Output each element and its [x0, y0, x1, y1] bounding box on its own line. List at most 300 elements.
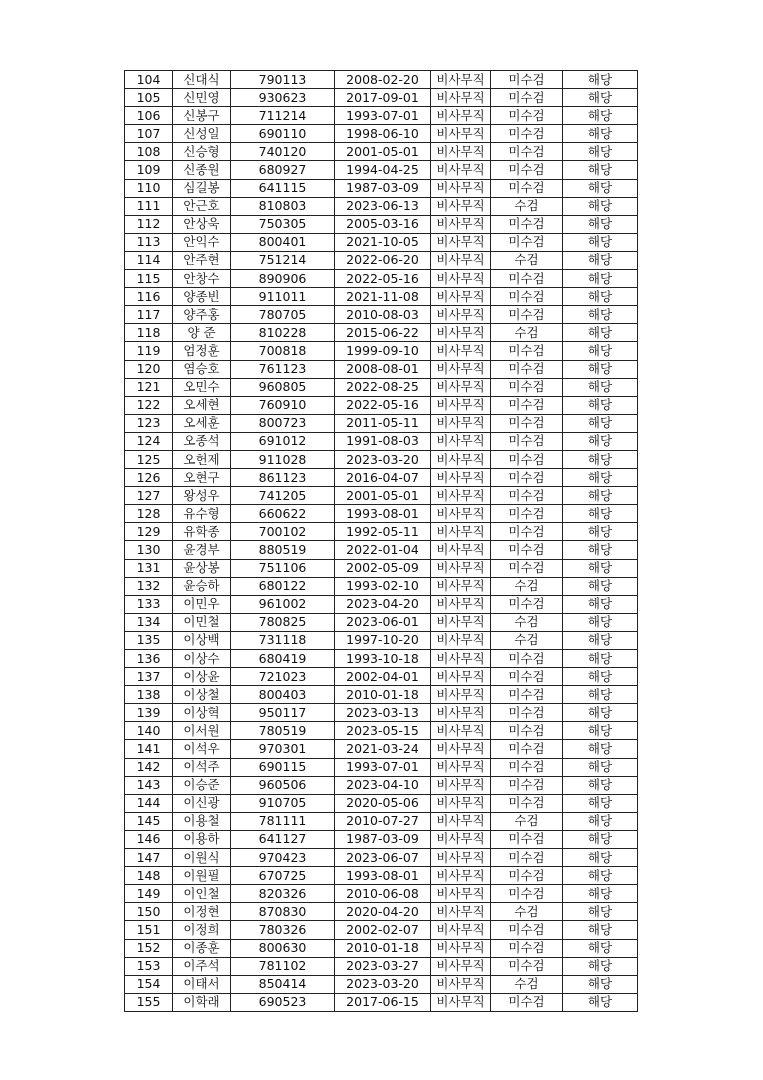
birth-cell: 800723 — [231, 414, 335, 432]
job-type-cell: 비사무직 — [431, 921, 491, 939]
birth-cell: 810228 — [231, 324, 335, 342]
applicable-cell: 해당 — [563, 975, 638, 993]
applicable-cell: 해당 — [563, 505, 638, 523]
applicable-cell: 해당 — [563, 595, 638, 613]
row-number-cell: 120 — [125, 360, 173, 378]
applicable-cell: 해당 — [563, 939, 638, 957]
table-row — [125, 686, 638, 704]
row-number-cell: 114 — [125, 251, 173, 269]
row-number-cell: 107 — [125, 125, 173, 143]
job-type-cell: 비사무직 — [431, 613, 491, 631]
table-row — [125, 161, 638, 179]
name-cell: 이학래 — [173, 993, 231, 1011]
birth-cell: 781111 — [231, 812, 335, 830]
table-row — [125, 939, 638, 957]
date-cell: 2020-04-20 — [335, 903, 431, 921]
inspection-status-cell: 미수검 — [491, 288, 563, 306]
table-row — [125, 794, 638, 812]
table-row — [125, 414, 638, 432]
birth-cell: 800401 — [231, 233, 335, 251]
inspection-status-cell: 미수검 — [491, 125, 563, 143]
name-cell: 이상수 — [173, 650, 231, 668]
birth-cell: 690115 — [231, 758, 335, 776]
row-number-cell: 152 — [125, 939, 173, 957]
name-cell: 오세현 — [173, 396, 231, 414]
applicable-cell: 해당 — [563, 143, 638, 161]
name-cell: 오세훈 — [173, 414, 231, 432]
applicable-cell: 해당 — [563, 161, 638, 179]
table-row — [125, 197, 638, 215]
date-cell: 2023-06-01 — [335, 613, 431, 631]
inspection-status-cell: 미수검 — [491, 143, 563, 161]
row-number-cell: 139 — [125, 704, 173, 722]
table-row — [125, 378, 638, 396]
job-type-cell: 비사무직 — [431, 487, 491, 505]
applicable-cell: 해당 — [563, 830, 638, 848]
name-cell: 신성일 — [173, 125, 231, 143]
inspection-status-cell: 수검 — [491, 903, 563, 921]
job-type-cell: 비사무직 — [431, 107, 491, 125]
date-cell: 2023-04-20 — [335, 595, 431, 613]
inspection-status-cell: 미수검 — [491, 378, 563, 396]
job-type-cell: 비사무직 — [431, 686, 491, 704]
job-type-cell: 비사무직 — [431, 541, 491, 559]
birth-cell: 870830 — [231, 903, 335, 921]
inspection-status-cell: 미수검 — [491, 704, 563, 722]
birth-cell: 880519 — [231, 541, 335, 559]
name-cell: 양주홍 — [173, 306, 231, 324]
applicable-cell: 해당 — [563, 993, 638, 1011]
table-row — [125, 776, 638, 794]
row-number-cell: 142 — [125, 758, 173, 776]
birth-cell: 700818 — [231, 342, 335, 360]
inspection-status-cell: 미수검 — [491, 270, 563, 288]
inspection-status-cell: 미수검 — [491, 740, 563, 758]
name-cell: 오현구 — [173, 469, 231, 487]
job-type-cell: 비사무직 — [431, 758, 491, 776]
name-cell: 이주석 — [173, 957, 231, 975]
table-row — [125, 432, 638, 450]
row-number-cell: 124 — [125, 432, 173, 450]
table-row — [125, 631, 638, 649]
row-number-cell: 153 — [125, 957, 173, 975]
applicable-cell: 해당 — [563, 378, 638, 396]
name-cell: 안근호 — [173, 197, 231, 215]
row-number-cell: 123 — [125, 414, 173, 432]
inspection-status-cell: 미수검 — [491, 469, 563, 487]
date-cell: 1991-08-03 — [335, 432, 431, 450]
name-cell: 오민수 — [173, 378, 231, 396]
inspection-status-cell: 미수검 — [491, 776, 563, 794]
date-cell: 1993-02-10 — [335, 577, 431, 595]
birth-cell: 731118 — [231, 631, 335, 649]
job-type-cell: 비사무직 — [431, 125, 491, 143]
table-row — [125, 812, 638, 830]
birth-cell: 750305 — [231, 215, 335, 233]
applicable-cell: 해당 — [563, 306, 638, 324]
inspection-status-cell: 미수검 — [491, 179, 563, 197]
applicable-cell: 해당 — [563, 288, 638, 306]
date-cell: 2005-03-16 — [335, 215, 431, 233]
row-number-cell: 150 — [125, 903, 173, 921]
name-cell: 엄정훈 — [173, 342, 231, 360]
applicable-cell: 해당 — [563, 559, 638, 577]
birth-cell: 751214 — [231, 251, 335, 269]
name-cell: 이민우 — [173, 595, 231, 613]
applicable-cell: 해당 — [563, 342, 638, 360]
applicable-cell: 해당 — [563, 89, 638, 107]
job-type-cell: 비사무직 — [431, 378, 491, 396]
birth-cell: 910705 — [231, 794, 335, 812]
name-cell: 이원필 — [173, 867, 231, 885]
applicable-cell: 해당 — [563, 613, 638, 631]
birth-cell: 960805 — [231, 378, 335, 396]
row-number-cell: 106 — [125, 107, 173, 125]
job-type-cell: 비사무직 — [431, 631, 491, 649]
date-cell: 2001-05-01 — [335, 487, 431, 505]
name-cell: 이민철 — [173, 613, 231, 631]
birth-cell: 741205 — [231, 487, 335, 505]
name-cell: 양종빈 — [173, 288, 231, 306]
table-row — [125, 233, 638, 251]
applicable-cell: 해당 — [563, 71, 638, 89]
job-type-cell: 비사무직 — [431, 559, 491, 577]
name-cell: 이인철 — [173, 885, 231, 903]
birth-cell: 690523 — [231, 993, 335, 1011]
birth-cell: 690110 — [231, 125, 335, 143]
date-cell: 1987-03-09 — [335, 830, 431, 848]
applicable-cell: 해당 — [563, 541, 638, 559]
name-cell: 심길봉 — [173, 179, 231, 197]
applicable-cell: 해당 — [563, 722, 638, 740]
birth-cell: 890906 — [231, 270, 335, 288]
inspection-status-cell: 미수검 — [491, 559, 563, 577]
date-cell: 2010-01-18 — [335, 939, 431, 957]
date-cell: 2023-03-20 — [335, 450, 431, 468]
applicable-cell: 해당 — [563, 396, 638, 414]
table-row — [125, 613, 638, 631]
name-cell: 이상윤 — [173, 668, 231, 686]
inspection-status-cell: 수검 — [491, 975, 563, 993]
birth-cell: 711214 — [231, 107, 335, 125]
row-number-cell: 121 — [125, 378, 173, 396]
applicable-cell: 해당 — [563, 107, 638, 125]
applicable-cell: 해당 — [563, 631, 638, 649]
name-cell: 이원식 — [173, 849, 231, 867]
job-type-cell: 비사무직 — [431, 975, 491, 993]
row-number-cell: 149 — [125, 885, 173, 903]
birth-cell: 800403 — [231, 686, 335, 704]
name-cell: 이석우 — [173, 740, 231, 758]
birth-cell: 970301 — [231, 740, 335, 758]
applicable-cell: 해당 — [563, 776, 638, 794]
birth-cell: 911011 — [231, 288, 335, 306]
date-cell: 1993-08-01 — [335, 867, 431, 885]
table-row — [125, 396, 638, 414]
inspection-status-cell: 미수검 — [491, 885, 563, 903]
applicable-cell: 해당 — [563, 179, 638, 197]
applicable-cell: 해당 — [563, 469, 638, 487]
date-cell: 2022-08-25 — [335, 378, 431, 396]
name-cell: 이상철 — [173, 686, 231, 704]
inspection-status-cell: 미수검 — [491, 487, 563, 505]
applicable-cell: 해당 — [563, 921, 638, 939]
job-type-cell: 비사무직 — [431, 704, 491, 722]
birth-cell: 751106 — [231, 559, 335, 577]
inspection-status-cell: 미수검 — [491, 396, 563, 414]
date-cell: 2021-03-24 — [335, 740, 431, 758]
inspection-status-cell: 미수검 — [491, 107, 563, 125]
table-row — [125, 722, 638, 740]
table-row — [125, 975, 638, 993]
table-row — [125, 125, 638, 143]
date-cell: 2023-03-20 — [335, 975, 431, 993]
date-cell: 2023-03-27 — [335, 957, 431, 975]
date-cell: 1997-10-20 — [335, 631, 431, 649]
date-cell: 2010-01-18 — [335, 686, 431, 704]
table-row — [125, 450, 638, 468]
name-cell: 양 준 — [173, 324, 231, 342]
birth-cell: 670725 — [231, 867, 335, 885]
row-number-cell: 144 — [125, 794, 173, 812]
row-number-cell: 148 — [125, 867, 173, 885]
date-cell: 2023-06-07 — [335, 849, 431, 867]
birth-cell: 780825 — [231, 613, 335, 631]
birth-cell: 961002 — [231, 595, 335, 613]
birth-cell: 780519 — [231, 722, 335, 740]
birth-cell: 780705 — [231, 306, 335, 324]
job-type-cell: 비사무직 — [431, 270, 491, 288]
inspection-status-cell: 미수검 — [491, 89, 563, 107]
date-cell: 2022-06-20 — [335, 251, 431, 269]
name-cell: 안창수 — [173, 270, 231, 288]
name-cell: 이석주 — [173, 758, 231, 776]
applicable-cell: 해당 — [563, 758, 638, 776]
table-row — [125, 559, 638, 577]
job-type-cell: 비사무직 — [431, 450, 491, 468]
applicable-cell: 해당 — [563, 704, 638, 722]
inspection-status-cell: 미수검 — [491, 939, 563, 957]
applicable-cell: 해당 — [563, 903, 638, 921]
date-cell: 1993-10-18 — [335, 650, 431, 668]
job-type-cell: 비사무직 — [431, 867, 491, 885]
birth-cell: 740120 — [231, 143, 335, 161]
date-cell: 2017-09-01 — [335, 89, 431, 107]
employee-table — [124, 70, 638, 1012]
inspection-status-cell: 수검 — [491, 324, 563, 342]
inspection-status-cell: 미수검 — [491, 342, 563, 360]
table-row — [125, 903, 638, 921]
name-cell: 이용하 — [173, 830, 231, 848]
date-cell: 2017-06-15 — [335, 993, 431, 1011]
applicable-cell: 해당 — [563, 414, 638, 432]
date-cell: 2021-10-05 — [335, 233, 431, 251]
job-type-cell: 비사무직 — [431, 776, 491, 794]
row-number-cell: 116 — [125, 288, 173, 306]
job-type-cell: 비사무직 — [431, 161, 491, 179]
name-cell: 이승준 — [173, 776, 231, 794]
table-row — [125, 71, 638, 89]
row-number-cell: 147 — [125, 849, 173, 867]
birth-cell: 660622 — [231, 505, 335, 523]
applicable-cell: 해당 — [563, 885, 638, 903]
row-number-cell: 105 — [125, 89, 173, 107]
table-row — [125, 541, 638, 559]
name-cell: 염승호 — [173, 360, 231, 378]
birth-cell: 850414 — [231, 975, 335, 993]
name-cell: 윤승하 — [173, 577, 231, 595]
date-cell: 2020-05-06 — [335, 794, 431, 812]
job-type-cell: 비사무직 — [431, 215, 491, 233]
row-number-cell: 118 — [125, 324, 173, 342]
name-cell: 이용철 — [173, 812, 231, 830]
table-row — [125, 595, 638, 613]
inspection-status-cell: 수검 — [491, 812, 563, 830]
job-type-cell: 비사무직 — [431, 849, 491, 867]
name-cell: 안익수 — [173, 233, 231, 251]
job-type-cell: 비사무직 — [431, 505, 491, 523]
inspection-status-cell: 미수검 — [491, 921, 563, 939]
birth-cell: 861123 — [231, 469, 335, 487]
date-cell: 2002-05-09 — [335, 559, 431, 577]
table-row — [125, 270, 638, 288]
inspection-status-cell: 수검 — [491, 251, 563, 269]
job-type-cell: 비사무직 — [431, 903, 491, 921]
date-cell: 2023-03-13 — [335, 704, 431, 722]
name-cell: 이종훈 — [173, 939, 231, 957]
job-type-cell: 비사무직 — [431, 324, 491, 342]
row-number-cell: 138 — [125, 686, 173, 704]
date-cell: 2010-07-27 — [335, 812, 431, 830]
applicable-cell: 해당 — [563, 487, 638, 505]
inspection-status-cell: 미수검 — [491, 668, 563, 686]
inspection-status-cell: 수검 — [491, 613, 563, 631]
birth-cell: 930623 — [231, 89, 335, 107]
row-number-cell: 154 — [125, 975, 173, 993]
applicable-cell: 해당 — [563, 849, 638, 867]
applicable-cell: 해당 — [563, 794, 638, 812]
job-type-cell: 비사무직 — [431, 939, 491, 957]
name-cell: 이정희 — [173, 921, 231, 939]
date-cell: 2010-06-08 — [335, 885, 431, 903]
inspection-status-cell: 미수검 — [491, 758, 563, 776]
applicable-cell: 해당 — [563, 740, 638, 758]
job-type-cell: 비사무직 — [431, 179, 491, 197]
name-cell: 유학종 — [173, 523, 231, 541]
row-number-cell: 140 — [125, 722, 173, 740]
name-cell: 신봉구 — [173, 107, 231, 125]
inspection-status-cell: 미수검 — [491, 957, 563, 975]
date-cell: 2010-08-03 — [335, 306, 431, 324]
table-row — [125, 650, 638, 668]
job-type-cell: 비사무직 — [431, 650, 491, 668]
row-number-cell: 126 — [125, 469, 173, 487]
inspection-status-cell: 수검 — [491, 577, 563, 595]
table-row — [125, 487, 638, 505]
date-cell: 1999-09-10 — [335, 342, 431, 360]
table-row — [125, 89, 638, 107]
date-cell: 2002-02-07 — [335, 921, 431, 939]
table-row — [125, 342, 638, 360]
applicable-cell: 해당 — [563, 251, 638, 269]
inspection-status-cell: 미수검 — [491, 830, 563, 848]
inspection-status-cell: 미수검 — [491, 71, 563, 89]
birth-cell: 641127 — [231, 830, 335, 848]
job-type-cell: 비사무직 — [431, 740, 491, 758]
table-row — [125, 849, 638, 867]
table-row — [125, 143, 638, 161]
job-type-cell: 비사무직 — [431, 993, 491, 1011]
row-number-cell: 108 — [125, 143, 173, 161]
date-cell: 1992-05-11 — [335, 523, 431, 541]
name-cell: 오종석 — [173, 432, 231, 450]
name-cell: 신승형 — [173, 143, 231, 161]
inspection-status-cell: 미수검 — [491, 993, 563, 1011]
job-type-cell: 비사무직 — [431, 71, 491, 89]
row-number-cell: 127 — [125, 487, 173, 505]
inspection-status-cell: 미수검 — [491, 306, 563, 324]
date-cell: 2011-05-11 — [335, 414, 431, 432]
applicable-cell: 해당 — [563, 324, 638, 342]
job-type-cell: 비사무직 — [431, 432, 491, 450]
name-cell: 안주현 — [173, 251, 231, 269]
row-number-cell: 131 — [125, 559, 173, 577]
applicable-cell: 해당 — [563, 360, 638, 378]
job-type-cell: 비사무직 — [431, 830, 491, 848]
row-number-cell: 115 — [125, 270, 173, 288]
job-type-cell: 비사무직 — [431, 794, 491, 812]
row-number-cell: 113 — [125, 233, 173, 251]
inspection-status-cell: 수검 — [491, 631, 563, 649]
job-type-cell: 비사무직 — [431, 288, 491, 306]
name-cell: 이상혁 — [173, 704, 231, 722]
applicable-cell: 해당 — [563, 215, 638, 233]
inspection-status-cell: 미수검 — [491, 849, 563, 867]
table-row — [125, 306, 638, 324]
name-cell: 신대식 — [173, 71, 231, 89]
birth-cell: 800630 — [231, 939, 335, 957]
row-number-cell: 130 — [125, 541, 173, 559]
birth-cell: 721023 — [231, 668, 335, 686]
job-type-cell: 비사무직 — [431, 957, 491, 975]
job-type-cell: 비사무직 — [431, 89, 491, 107]
inspection-status-cell: 미수검 — [491, 414, 563, 432]
applicable-cell: 해당 — [563, 125, 638, 143]
job-type-cell: 비사무직 — [431, 722, 491, 740]
date-cell: 2008-08-01 — [335, 360, 431, 378]
applicable-cell: 해당 — [563, 577, 638, 595]
birth-cell: 760910 — [231, 396, 335, 414]
job-type-cell: 비사무직 — [431, 396, 491, 414]
applicable-cell: 해당 — [563, 233, 638, 251]
name-cell: 이정현 — [173, 903, 231, 921]
inspection-status-cell: 미수검 — [491, 450, 563, 468]
date-cell: 1993-08-01 — [335, 505, 431, 523]
row-number-cell: 132 — [125, 577, 173, 595]
job-type-cell: 비사무직 — [431, 342, 491, 360]
job-type-cell: 비사무직 — [431, 197, 491, 215]
row-number-cell: 145 — [125, 812, 173, 830]
row-number-cell: 134 — [125, 613, 173, 631]
job-type-cell: 비사무직 — [431, 885, 491, 903]
birth-cell: 810803 — [231, 197, 335, 215]
table-row — [125, 668, 638, 686]
row-number-cell: 151 — [125, 921, 173, 939]
inspection-status-cell: 미수검 — [491, 432, 563, 450]
applicable-cell: 해당 — [563, 957, 638, 975]
table-row — [125, 957, 638, 975]
birth-cell: 700102 — [231, 523, 335, 541]
